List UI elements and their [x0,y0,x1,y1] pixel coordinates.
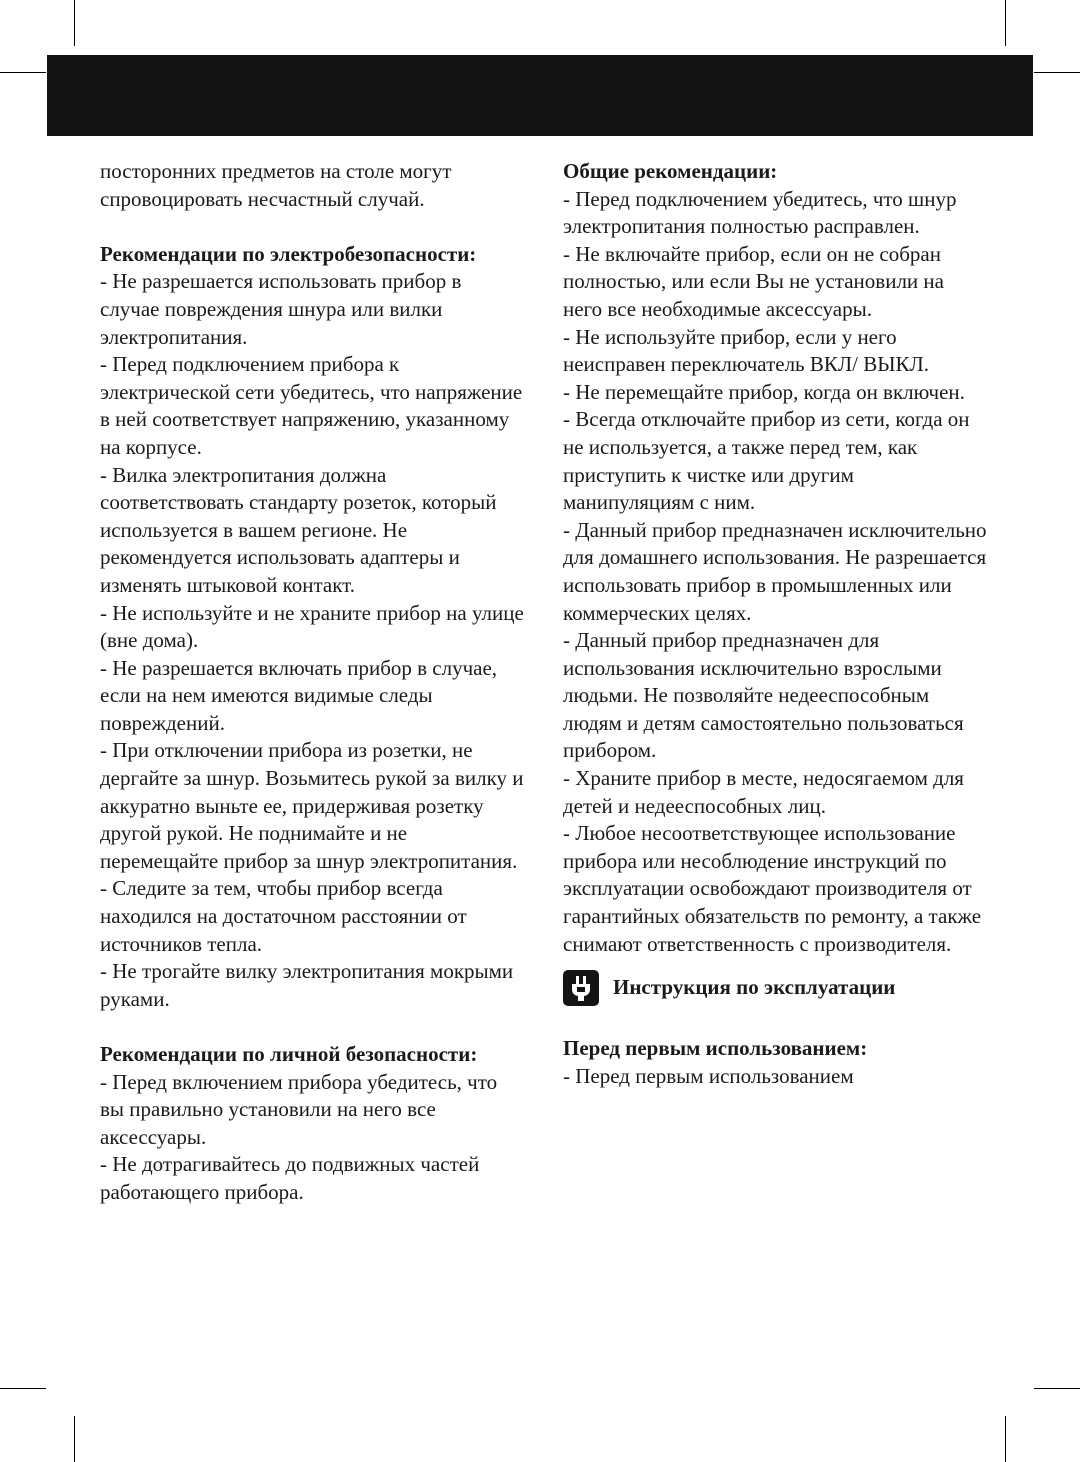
right-column [563,158,988,1090]
section-title: Инструкция по эксплуатации [613,975,896,1000]
list-item: - Не дотрагивайтесь до подвижных частей работающего прибора. [100,1152,480,1204]
operating-instructions-section [563,958,988,1018]
list-item: - Не используйте и не храните прибор на улице (вне дома). [100,600,524,653]
general-recommendations-heading: Общие рекомендации: [563,159,778,183]
list-item: - Не включайте прибор, если он не собран полностью, или если Вы не установили на него все необходимые аксессуары. [563,241,944,321]
first-use-heading: Перед первым использованием: [563,1036,868,1061]
list-item: - Всегда отключайте прибор из сети, когда он не используется, а также перед тем, как приступить к чистке или другим манипуляциям с ним. [563,407,970,515]
electrical-safety-heading: Рекомендации по электробезопасности: [100,241,477,266]
list-item: - Перед подключением убедитесь, что шнур электропитания полностью расправлен. [563,186,957,239]
list-item: - Данный прибор предназначен для использования исключительно взрослыми людьми. Не позволяйте недееспособным людям и детям самостоятельно пользоваться прибором. [563,628,964,763]
list-item: - При отключении прибора из розетки, не дергайте за шнур. Возьмитесь рукой за вилку и аккуратно выньте ее, придерживая розетку другой рукой. Не поднимайте и не перемещайте прибор за шнур электропитания. [100,738,524,873]
crop-mark [1034,1388,1080,1389]
list-item: - Не трогайте вилку электропитания мокрыми руками. [100,959,514,1011]
list-item: - Любое несоответствующее использование прибора или несоблюдение инструкций по эксплуатации освобождают производителя от гарантийных обязательств по ремонту, а также снимают ответственность с производителя. [563,821,982,956]
list-item: - Данный прибор предназначен исключительно для домашнего использования. Не разрешается использовать прибор в промышленных или коммерческих целях. [563,517,987,625]
crop-mark [0,1388,46,1389]
list-item: - Храните прибор в месте, недосягаемом для детей и недееспособных лиц. [563,766,964,818]
crop-mark [1005,1416,1006,1462]
list-item: - Следите за тем, чтобы прибор всегда находился на достаточном расстоянии от источников тепла. [100,876,467,956]
crop-mark [74,0,75,46]
left-column [100,158,525,1207]
plug-icon [563,970,599,1006]
crop-mark [74,1416,75,1462]
personal-safety-heading: Рекомендации по личной безопасности: [100,1042,478,1066]
list-item: - Не используйте прибор, если у него неисправен переключатель ВКЛ/ ВЫКЛ. [563,324,930,377]
crop-mark [0,72,46,73]
intro-text: посторонних предметов на столе могут спровоцировать несчастный случай. [100,159,452,211]
list-item: - Перед включением прибора убедитесь, что вы правильно установили на него все аксессуары. [100,1069,498,1149]
list-item: - Не разрешается включать прибор в случае, если на нем имеются видимые следы повреждений. [100,655,498,735]
header-bar [47,55,1033,136]
crop-mark [1005,0,1006,46]
list-item: - Перед первым использованием [563,1063,854,1088]
crop-mark [1034,72,1080,73]
list-item: - Не перемещайте прибор, когда он включен. [563,379,965,404]
list-item: - Перед подключением прибора к электрической сети убедитесь, что напряжение в ней соответствует напряжению, указанному на корпусе. [100,352,523,459]
list-item: - Не разрешается использовать прибор в случае повреждения шнура или вилки электропитания. [100,269,462,349]
list-item: - Вилка электропитания должна соответствовать стандарту розеток, который используется в вашем регионе. Не рекомендуется использовать адаптеры и изменять штыковой контакт. [100,462,497,597]
